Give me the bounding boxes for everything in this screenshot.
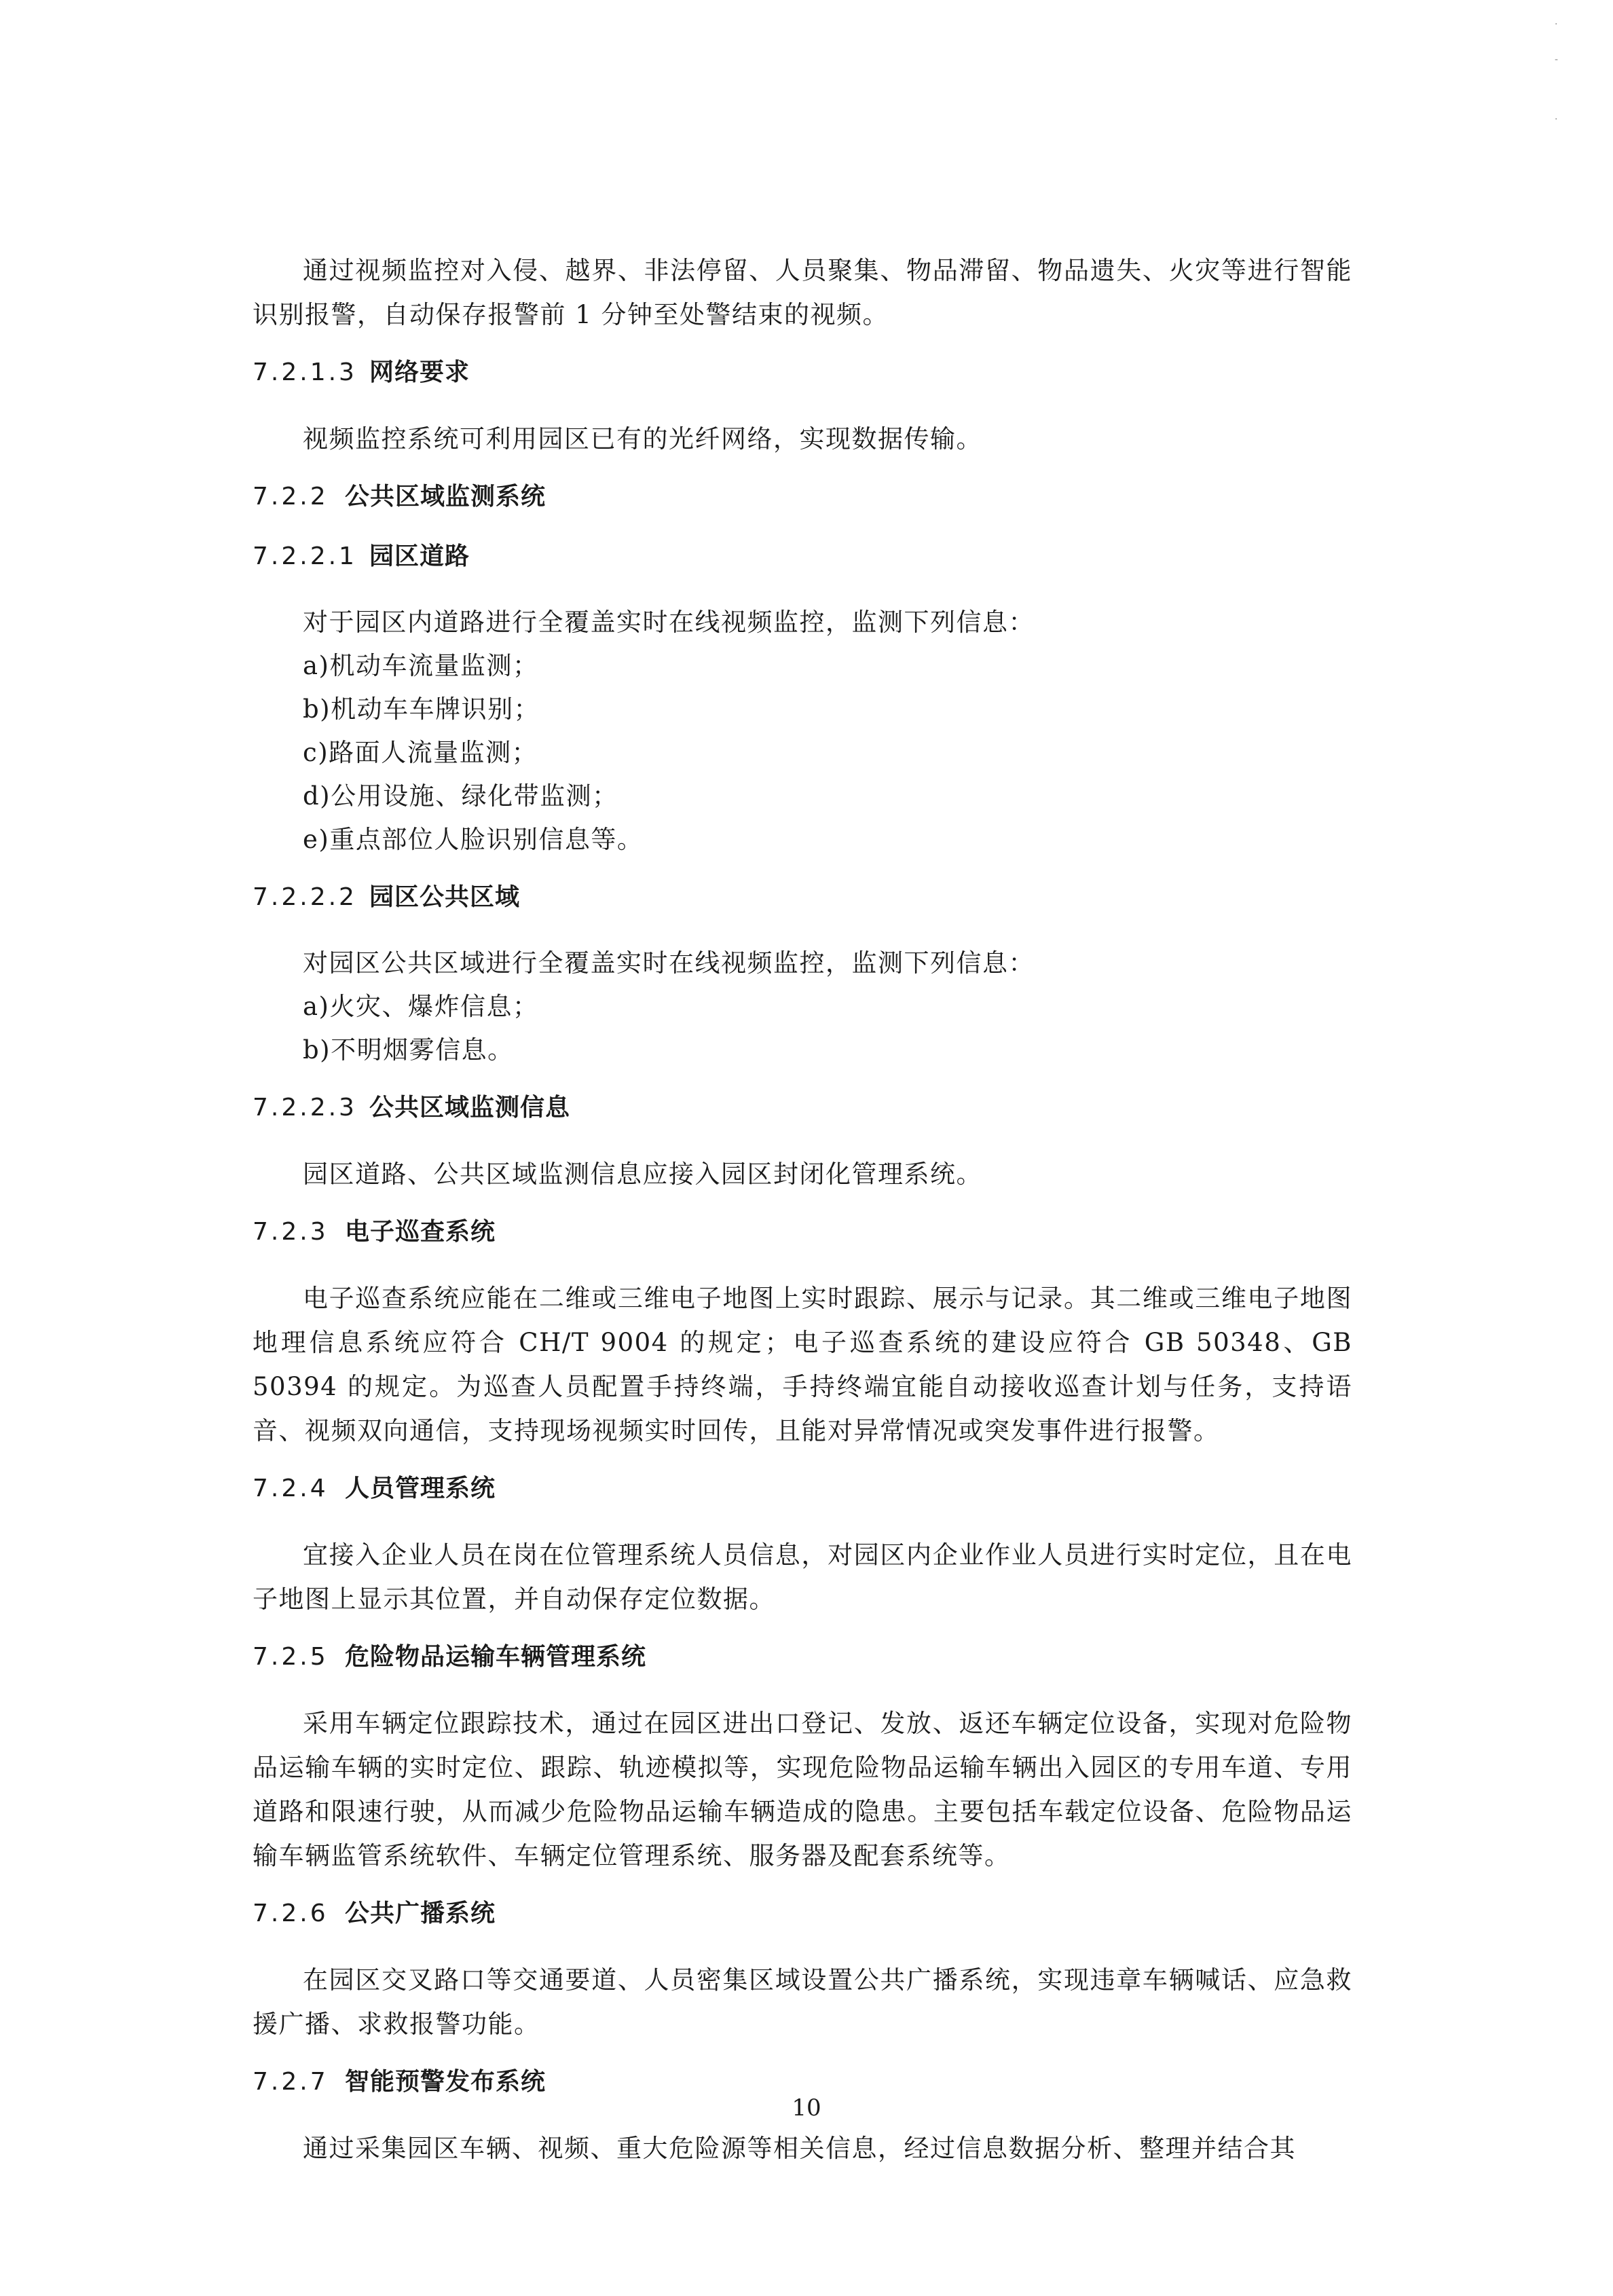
section-title: 园区公共区域: [369, 883, 521, 911]
section-heading: [253, 357, 1352, 388]
paragraph: 视频监控系统可利用园区已有的光纤网络，实现数据传输。: [303, 424, 982, 453]
list-item: b)机动车车牌识别；: [303, 695, 540, 724]
list-item: a)机动车流量监测；: [303, 651, 539, 680]
list-intro: 对于园区内道路进行全覆盖实时在线视频监控，监测下列信息：: [303, 608, 1035, 637]
paragraph: 园区道路、公共区域监测信息应接入园区封闭化管理系统。: [303, 1160, 982, 1189]
scan-mark: ·: [1555, 19, 1558, 30]
section-title: 电子巡查系统: [345, 1218, 496, 1246]
paragraph: 通过采集园区车辆、视频、重大危险源等相关信息，经过信息数据分析、整理并结合其: [303, 2134, 1296, 2163]
section-title: 公共广播系统: [345, 1900, 496, 1927]
document-page: [253, 248, 1352, 2191]
paragraph: 宜接入企业人员在岗在位管理系统人员信息，对园区内企业作业人员进行实时定位，且在电子地图上显示其位置，并自动保存定位数据。: [253, 1540, 1352, 1614]
paragraph: 采用车辆定位跟踪技术，通过在园区进出口登记、发放、返还车辆定位设备，实现对危险物品运输车辆的实时定位、跟踪、轨迹模拟等，实现危险物品运输车辆出入园区的专用车道、专用道路和限速行驶，从而减少危险物品运输车辆造成的隐患。主要包括车载定位设备、危险物品运输车辆监管系统软件、车辆定位管理系统、服务器及配套系统等。: [253, 1709, 1352, 1870]
section-number: 7.2.2: [253, 483, 329, 511]
page-number: 10: [792, 2094, 821, 2122]
section-heading: [253, 2067, 1352, 2098]
section-number: 7.2.3: [253, 1218, 329, 1246]
section-heading: [253, 1092, 1352, 1124]
section-heading: [253, 481, 1352, 513]
paragraph: 通过视频监控对入侵、越界、非法停留、人员聚集、物品滞留、物品遗失、火灾等进行智能识别报警，自动保存报警前 1 分钟至处警结束的视频。: [253, 256, 1352, 329]
section-heading: [253, 1642, 1352, 1673]
section-heading: [253, 1898, 1352, 1929]
section-number: 7.2.4: [253, 1475, 329, 1502]
section-heading: [253, 1217, 1352, 1248]
monitoring-list: [253, 601, 1352, 862]
section-number: 7.2.6: [253, 1900, 329, 1927]
section-title: 智能预警发布系统: [345, 2068, 546, 2096]
scan-mark: -: [1555, 54, 1559, 65]
section-title: 园区道路: [369, 542, 470, 570]
section-title: 危险物品运输车辆管理系统: [345, 1643, 647, 1671]
scan-mark: ·: [1555, 114, 1558, 125]
paragraph: 在园区交叉路口等交通要道、人员密集区域设置公共广播系统，实现违章车辆喊话、应急救援广播、求救报警功能。: [253, 1965, 1352, 2039]
section-number: 7.2.2.3: [253, 1094, 357, 1122]
list-item: c)路面人流量监测；: [303, 738, 538, 767]
section-number: 7.2.1.3: [253, 358, 357, 386]
list-intro: 对园区公共区域进行全覆盖实时在线视频监控，监测下列信息：: [303, 948, 1035, 978]
section-number: 7.2.2.1: [253, 542, 357, 570]
section-heading: [253, 541, 1352, 572]
section-title: 公共区域监测系统: [345, 483, 546, 511]
list-item: b)不明烟雾信息。: [303, 1035, 514, 1064]
section-number: 7.2.5: [253, 1643, 329, 1671]
section-title: 网络要求: [369, 358, 470, 386]
section-number: 7.2.2.2: [253, 883, 357, 911]
list-item: e)重点部位人脸识别信息等。: [303, 825, 644, 854]
section-title: 人员管理系统: [345, 1475, 496, 1502]
list-item: d)公用设施、绿化带监测；: [303, 781, 618, 811]
monitoring-list: [253, 942, 1352, 1072]
paragraph: 电子巡查系统应能在二维或三维电子地图上实时跟踪、展示与记录。其二维或三维电子地图地理信息系统应符合 CH/T 9004 的规定；电子巡查系统的建设应符合 GB 50348、GB 50394 的规定。为巡查人员配置手持终端，手持终端宜能自动接收巡查计划与任务，支持语音、视频双向通信，支持现场视频实时回传，且能对异常情况或突发事件进行报警。: [253, 1284, 1352, 1445]
section-title: 公共区域监测信息: [369, 1094, 571, 1122]
section-number: 7.2.7: [253, 2068, 329, 2096]
list-item: a)火灾、爆炸信息；: [303, 992, 539, 1021]
section-heading: [253, 1473, 1352, 1504]
section-heading: [253, 882, 1352, 913]
